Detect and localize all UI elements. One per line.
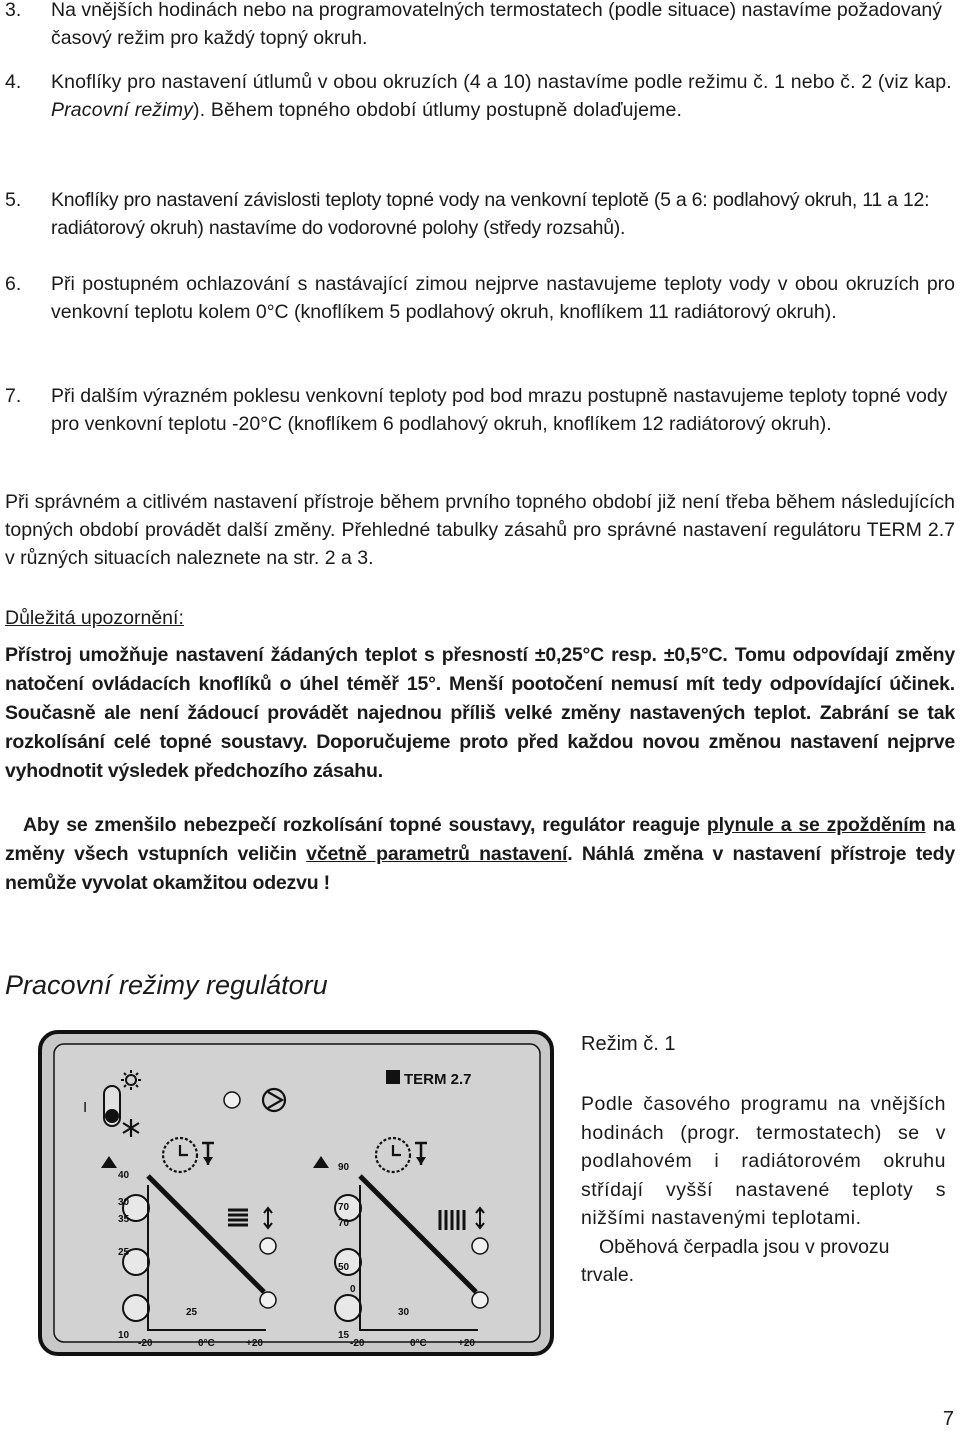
svg-text:25: 25 [118,1247,130,1258]
svg-text:0: 0 [350,1284,356,1295]
list-item-7 [5,382,955,438]
chapter-link: Pracovní režimy [51,99,194,121]
section-heading: Pracovní režimy regulátoru [5,970,328,1000]
svg-text:15: 15 [338,1330,350,1341]
svg-text:70: 70 [338,1202,350,1213]
list-item-3 [5,0,955,52]
mode-paragraph-2: Oběhová čerpadla jsou v provozu trvale. [581,1235,890,1286]
item-text: Při dalším výrazném poklesu venkovní teploty pod bod mrazu postupně nastavujeme teploty topné vody pro venkovní teplotu -20°C (knoflíkem 6 podlahový okruh, knoflíkem 12 radiátorový okruh). [51,385,948,435]
svg-text:0°C: 0°C [410,1338,427,1349]
list-item-5 [5,186,955,242]
item-text: Knoflíky pro nastavení útlumů v obou okruzích (4 a 10) nastavíme podle režimu č. 1 nebo č. 2 (viz kap. Pracovní režimy). Během topného období útlumy postupně dolaďujeme. [51,71,952,121]
svg-text:25: 25 [186,1307,198,1318]
item-number: 4. [5,71,22,93]
item-text: Na vnějších hodinách nebo na programovatelných termostatech (podle situace) nastavíme požadovaný časový režim pro každý topný okruh. [51,0,943,49]
switch-label: I [83,1099,88,1116]
svg-text:+20: +20 [246,1338,263,1349]
svg-text:30: 30 [398,1307,410,1318]
warning-paragraph-2: Aby se zmenšilo nebezpečí rozkolísání topné soustavy, regulátor reaguje plynule a se zpožděním na změny všech vstupních veličin včetně parametrů nastavení. Náhlá změna v nastavení přístroje tedy nemůže vyvolat okamžitou odezvu ! [5,814,955,894]
svg-text:50: 50 [338,1262,350,1273]
svg-text:70: 70 [338,1218,350,1229]
warning-paragraph-1: Přístroj umožňuje nastavení žádaných teplot s přesností ±0,25°C resp. ±0,5°C. Tomu odpovídají změny natočení ovládacích knoflíků o úhel téměř 15°. Menší pootočení nemusí mít tedy odpovídající účinek. Současně ale není žádoucí provádět najednou příliš velké změny nastavených teplot. Zabrání se tak rozkolísání celé topné soustavy. Doporučujeme proto před každou novou změnou nastavení nejprve vyhodnotit výsledek předchozího zásahu. [5,644,955,782]
warning-title: Důležitá upozornění: [5,607,184,629]
item-number: 5. [5,189,22,211]
page-number: 7 [942,1408,954,1430]
item-number: 7. [5,385,22,407]
summary-paragraph: Při správném a citlivém nastavení přístroje během prvního topného období již není třeba během následujících topných období provádět další změny. Přehledné tabulky zásahů pro správné nastavení regulátoru TERM 2.7 v různých situacích naleznete na str. 2 a 3. [5,491,955,569]
svg-text:0°C: 0°C [198,1338,215,1349]
svg-text:10: 10 [118,1330,130,1341]
knob [335,1295,361,1321]
knob [123,1295,149,1321]
item-number: 3. [5,0,22,21]
mode-description [581,1090,946,1290]
mode-paragraph-1: Podle časového programu na vnějších hodinách (progr. termostatech) se v podlahovém i radiátorovém okruhu střídají vyšší nastavené teploty s nižšími nastavenými teplotami. [581,1093,946,1229]
indicator-light [224,1092,240,1108]
list-item-4 [5,68,955,124]
brand-text: TERM 2.7 [404,1071,472,1088]
svg-text:90: 90 [338,1162,350,1173]
panel-inner [54,1044,540,1342]
svg-text:30: 30 [118,1197,130,1208]
item-text: Při postupném ochlazování s nastávající zimou nejprve nastavujeme teploty vody v obou okruzích pro venkovní teplotu kolem 0°C (knoflíkem 5 podlahový okruh, knoflíkem 11 radiátorový okruh). [51,273,955,323]
svg-text:-20: -20 [350,1338,365,1349]
mode-label: Režim č. 1 [581,1033,676,1055]
svg-text:40: 40 [118,1170,130,1181]
svg-text:+20: +20 [458,1338,475,1349]
list-item-6 [5,270,955,326]
svg-text:-20: -20 [138,1338,153,1349]
item-number: 6. [5,273,22,295]
item-text: Knoflíky pro nastavení závislosti teploty topné vody na venkovní teplotě (5 a 6: podlahový okruh, 11 a 12: radiátorový okruh) nastavíme do vodorovné polohy (středy rozsahů). [51,189,930,239]
regulator-diagram [38,1030,558,1360]
svg-text:35: 35 [118,1214,130,1225]
